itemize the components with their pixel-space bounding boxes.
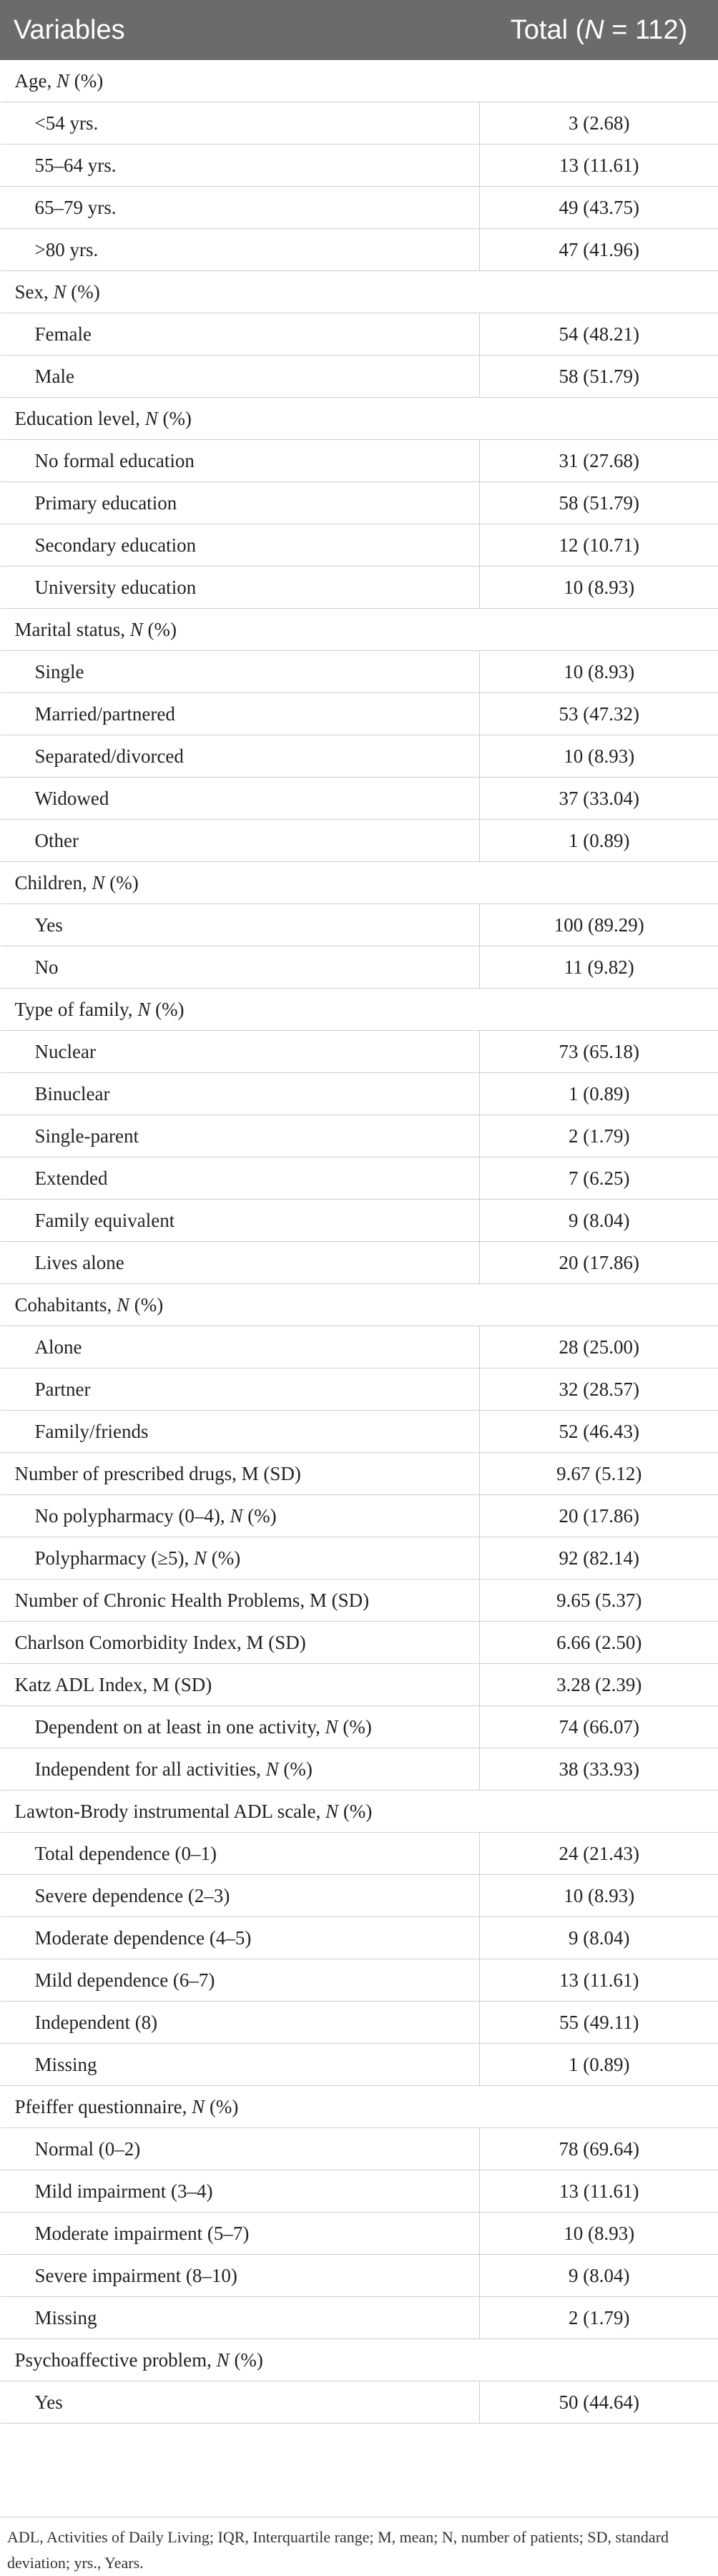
row-label-text: Married/partnered [35, 703, 175, 725]
row-value: 49 (43.75) [480, 187, 718, 229]
row-value [480, 609, 718, 651]
table-row [1, 1115, 718, 1157]
table-row [1, 693, 718, 735]
row-label [1, 271, 480, 313]
row-value: 47 (41.96) [480, 229, 718, 271]
row-label-n: N [117, 1294, 129, 1316]
table-row [1, 1284, 718, 1326]
row-label-text: Psychoaffective problem, [15, 2349, 217, 2371]
row-label [1, 2213, 480, 2255]
row-value: 9 (8.04) [480, 1200, 718, 1242]
row-label-tail: (%) [279, 1758, 313, 1780]
row-label [1, 1537, 480, 1580]
table-row [1, 2044, 718, 2086]
row-label [1, 1284, 480, 1326]
row-label-n: N [54, 281, 67, 303]
row-label [1, 2255, 480, 2297]
row-label [1, 1833, 480, 1875]
row-label [1, 2044, 480, 2086]
row-label [1, 2002, 480, 2044]
row-label [1, 1748, 480, 1791]
row-label [1, 1242, 480, 1284]
table-row [1, 862, 718, 904]
table-row [1, 609, 718, 651]
row-label-text: 55–64 yrs. [35, 155, 117, 176]
row-label-n: N [137, 999, 150, 1020]
table-row [1, 1706, 718, 1748]
table-row [1, 102, 718, 145]
row-value: 10 (8.93) [480, 2213, 718, 2255]
row-label-text: Independent (8) [35, 2012, 158, 2033]
row-label-text: Severe dependence (2–3) [35, 1885, 230, 1906]
row-label-n: N [266, 1758, 279, 1780]
row-value [480, 398, 718, 440]
row-label-text: Education level, [15, 408, 145, 429]
row-label-tail: (%) [105, 872, 139, 893]
row-label [1, 946, 480, 989]
row-label [1, 524, 480, 567]
header-row [1, 1, 718, 60]
row-value: 6.66 (2.50) [480, 1622, 718, 1664]
table-row [1, 1917, 718, 1959]
table-row [1, 1157, 718, 1200]
row-label-text: Charlson Comorbidity Index, M (SD) [15, 1632, 306, 1653]
table-row [1, 313, 718, 356]
table-row [1, 1875, 718, 1917]
row-value: 32 (28.57) [480, 1368, 718, 1411]
row-label-text: Alone [35, 1336, 82, 1358]
row-value: 37 (33.04) [480, 778, 718, 820]
table-row [1, 946, 718, 989]
row-label-text: 65–79 yrs. [35, 197, 117, 218]
row-value: 11 (9.82) [480, 946, 718, 989]
row-label [1, 1580, 480, 1622]
row-value: 13 (11.61) [480, 2170, 718, 2213]
row-value [480, 2339, 718, 2381]
table-row [1, 145, 718, 187]
header-total-n: N [584, 15, 604, 45]
row-label-n: N [217, 2349, 230, 2371]
row-label [1, 2086, 480, 2128]
header-total-prefix: Total ( [511, 15, 584, 45]
table-row [1, 2128, 718, 2170]
table-row [1, 2297, 718, 2339]
row-value: 55 (49.11) [480, 2002, 718, 2044]
table-row [1, 1368, 718, 1411]
row-label-text: Partner [35, 1378, 91, 1400]
row-label-text: Dependent on at least in one activity, [35, 1716, 325, 1738]
table-row [1, 1326, 718, 1368]
row-value: 1 (0.89) [480, 820, 718, 862]
row-label-tail: (%) [338, 1801, 372, 1822]
table-row [1, 1073, 718, 1115]
row-value: 38 (33.93) [480, 1748, 718, 1791]
row-value: 100 (89.29) [480, 904, 718, 946]
row-label [1, 1115, 480, 1157]
row-label [1, 1875, 480, 1917]
row-label-tail: (%) [205, 2096, 238, 2117]
row-label [1, 693, 480, 735]
row-label [1, 735, 480, 778]
table-row [1, 1664, 718, 1706]
row-value: 9.65 (5.37) [480, 1580, 718, 1622]
row-label [1, 229, 480, 271]
header-total-suffix: = 112) [604, 15, 688, 45]
row-label-tail: (%) [207, 1547, 240, 1569]
row-label-text: Cohabitants, [15, 1294, 117, 1316]
row-value: 2 (1.79) [480, 1115, 718, 1157]
table-row [1, 1031, 718, 1073]
table-row [1, 2339, 718, 2381]
row-value: 3 (2.68) [480, 102, 718, 145]
row-label [1, 482, 480, 524]
row-label-text: Lives alone [35, 1252, 124, 1273]
row-value: 24 (21.43) [480, 1833, 718, 1875]
row-label-text: Yes [35, 2391, 63, 2413]
row-label [1, 1411, 480, 1453]
table-row [1, 1495, 718, 1537]
row-label-text: >80 yrs. [35, 239, 99, 260]
row-label-text: Number of Chronic Health Problems, M (SD) [15, 1590, 370, 1611]
table-row [1, 567, 718, 609]
row-label [1, 145, 480, 187]
row-label-n: N [130, 619, 143, 640]
row-value [480, 60, 718, 102]
row-value: 28 (25.00) [480, 1326, 718, 1368]
row-label-text: Separated/divorced [35, 745, 184, 767]
row-label [1, 1157, 480, 1200]
table-body [1, 60, 718, 2424]
table-row [1, 1748, 718, 1791]
table-row [1, 1411, 718, 1453]
row-value [480, 1791, 718, 1833]
row-label-text: Moderate dependence (4–5) [35, 1927, 252, 1949]
row-label-text: Binuclear [35, 1083, 110, 1105]
row-label-text: Number of prescribed drugs, M (SD) [15, 1463, 301, 1484]
row-value: 10 (8.93) [480, 567, 718, 609]
table-row [1, 2381, 718, 2424]
row-label [1, 2381, 480, 2424]
row-label-text: Family/friends [35, 1421, 149, 1442]
table-row [1, 60, 718, 102]
row-label-text: Extended [35, 1167, 108, 1189]
row-value [480, 271, 718, 313]
row-label [1, 1706, 480, 1748]
table-row [1, 778, 718, 820]
table-row [1, 482, 718, 524]
table-row [1, 1959, 718, 2002]
row-label-text: Missing [35, 2307, 97, 2328]
row-label-text: Katz ADL Index, M (SD) [15, 1674, 212, 1695]
row-value: 58 (51.79) [480, 482, 718, 524]
row-label-n: N [145, 408, 158, 429]
table-row [1, 2086, 718, 2128]
table-row [1, 2002, 718, 2044]
row-value: 9 (8.04) [480, 1917, 718, 1959]
table-row [1, 989, 718, 1031]
row-label [1, 1031, 480, 1073]
row-value: 20 (17.86) [480, 1495, 718, 1537]
row-value: 50 (44.64) [480, 2381, 718, 2424]
row-label [1, 1917, 480, 1959]
row-value: 9.67 (5.12) [480, 1453, 718, 1495]
table-row [1, 2170, 718, 2213]
row-label-n: N [192, 2096, 205, 2117]
table-row [1, 187, 718, 229]
row-label-text: <54 yrs. [35, 112, 99, 134]
row-label-text: Single-parent [35, 1125, 139, 1147]
table-row [1, 1453, 718, 1495]
row-value [480, 989, 718, 1031]
row-label-text: Moderate impairment (5–7) [35, 2223, 250, 2244]
row-value: 10 (8.93) [480, 735, 718, 778]
table-footnote: ADL, Activities of Daily Living; IQR, Interquartile range; M, mean; N, number of patients; SD, standard deviation; yrs., Years. [0, 2517, 718, 2576]
row-value: 1 (0.89) [480, 1073, 718, 1115]
row-label [1, 1073, 480, 1115]
row-value: 3.28 (2.39) [480, 1664, 718, 1706]
row-value: 54 (48.21) [480, 313, 718, 356]
row-value: 1 (0.89) [480, 2044, 718, 2086]
row-label-tail: (%) [338, 1716, 372, 1738]
table-row [1, 524, 718, 567]
row-label [1, 1200, 480, 1242]
row-value: 7 (6.25) [480, 1157, 718, 1200]
table-row [1, 1200, 718, 1242]
table-row [1, 356, 718, 398]
row-label-text: Polypharmacy (≥5), [35, 1547, 195, 1569]
row-label [1, 567, 480, 609]
table-row [1, 1242, 718, 1284]
row-label-text: Secondary education [35, 534, 197, 556]
row-value: 2 (1.79) [480, 2297, 718, 2339]
row-label-text: Pfeiffer questionnaire, [15, 2096, 192, 2117]
row-label [1, 820, 480, 862]
row-label-text: No [35, 956, 59, 978]
row-label-n: N [230, 1505, 242, 1527]
row-label [1, 313, 480, 356]
row-label [1, 778, 480, 820]
row-label-text: Children, [15, 872, 92, 893]
table-row [1, 271, 718, 313]
row-label [1, 187, 480, 229]
table-row [1, 229, 718, 271]
row-value: 53 (47.32) [480, 693, 718, 735]
row-label [1, 651, 480, 693]
row-label-text: Widowed [35, 788, 109, 809]
row-label [1, 398, 480, 440]
row-label-tail: (%) [69, 70, 103, 92]
row-label [1, 1326, 480, 1368]
row-label-text: Primary education [35, 492, 177, 514]
row-label [1, 102, 480, 145]
row-label [1, 60, 480, 102]
row-label-tail: (%) [230, 2349, 263, 2371]
row-label-text: Type of family, [15, 999, 138, 1020]
header-total [480, 1, 718, 60]
row-value: 78 (69.64) [480, 2128, 718, 2170]
row-label [1, 1495, 480, 1537]
row-label [1, 904, 480, 946]
table-row [1, 820, 718, 862]
table-row [1, 440, 718, 482]
table-row [1, 2213, 718, 2255]
row-value: 10 (8.93) [480, 651, 718, 693]
row-value [480, 1284, 718, 1326]
table-row [1, 1537, 718, 1580]
row-label-text: Missing [35, 2054, 97, 2075]
row-label-text: Mild impairment (3–4) [35, 2180, 213, 2202]
row-label-tail: (%) [67, 281, 100, 303]
row-label [1, 2128, 480, 2170]
row-value: 73 (65.18) [480, 1031, 718, 1073]
row-label-text: No formal education [35, 450, 195, 471]
table-row [1, 2255, 718, 2297]
row-value [480, 2086, 718, 2128]
row-label-text: Total dependence (0–1) [35, 1843, 217, 1864]
row-value: 13 (11.61) [480, 1959, 718, 2002]
row-value: 13 (11.61) [480, 145, 718, 187]
table-row [1, 904, 718, 946]
row-label [1, 1959, 480, 2002]
row-label-text: Yes [35, 914, 63, 936]
row-label-tail: (%) [242, 1505, 276, 1527]
row-label [1, 1368, 480, 1411]
table-row [1, 1622, 718, 1664]
row-label [1, 1453, 480, 1495]
row-label-tail: (%) [158, 408, 192, 429]
row-label [1, 2170, 480, 2213]
table-row [1, 1580, 718, 1622]
row-value: 31 (27.68) [480, 440, 718, 482]
row-value: 58 (51.79) [480, 356, 718, 398]
header-variables: Variables [1, 1, 480, 60]
table-row [1, 1833, 718, 1875]
row-label-text: Other [35, 830, 79, 851]
row-label-text: No polypharmacy (0–4), [35, 1505, 230, 1527]
row-value: 10 (8.93) [480, 1875, 718, 1917]
row-value [480, 862, 718, 904]
row-value: 92 (82.14) [480, 1537, 718, 1580]
row-label-text: Mild dependence (6–7) [35, 1969, 215, 1991]
row-label [1, 440, 480, 482]
row-label-tail: (%) [129, 1294, 163, 1316]
row-label-text: Normal (0–2) [35, 2138, 141, 2160]
row-label-text: Single [35, 661, 84, 682]
row-label-text: Female [35, 323, 92, 345]
row-label-n: N [194, 1547, 207, 1569]
row-label [1, 1664, 480, 1706]
row-label-n: N [325, 1716, 338, 1738]
table-row [1, 398, 718, 440]
row-label [1, 2339, 480, 2381]
row-label-text: Family equivalent [35, 1210, 175, 1231]
table-row [1, 651, 718, 693]
row-label-tail: (%) [143, 619, 177, 640]
row-value: 12 (10.71) [480, 524, 718, 567]
row-label-text: Age, [15, 70, 56, 92]
row-label-n: N [56, 70, 69, 92]
row-label [1, 356, 480, 398]
row-value: 20 (17.86) [480, 1242, 718, 1284]
row-label-text: Male [35, 366, 74, 387]
row-label-n: N [92, 872, 105, 893]
row-label-text: Severe impairment (8–10) [35, 2265, 237, 2286]
row-value: 9 (8.04) [480, 2255, 718, 2297]
row-label [1, 2297, 480, 2339]
table-row [1, 735, 718, 778]
row-label-n: N [325, 1801, 338, 1822]
row-value: 74 (66.07) [480, 1706, 718, 1748]
row-label-tail: (%) [150, 999, 184, 1020]
row-label-text: Independent for all activities, [35, 1758, 266, 1780]
table-row [1, 1791, 718, 1833]
row-label [1, 989, 480, 1031]
row-label-text: Sex, [15, 281, 54, 303]
row-label [1, 609, 480, 651]
row-label [1, 1791, 480, 1833]
row-value: 52 (46.43) [480, 1411, 718, 1453]
row-label-text: Nuclear [35, 1041, 96, 1062]
row-label-text: University education [35, 577, 197, 598]
row-label-text: Marital status, [15, 619, 130, 640]
row-label [1, 862, 480, 904]
row-label [1, 1622, 480, 1664]
row-label-text: Lawton-Brody instrumental ADL scale, [15, 1801, 326, 1822]
